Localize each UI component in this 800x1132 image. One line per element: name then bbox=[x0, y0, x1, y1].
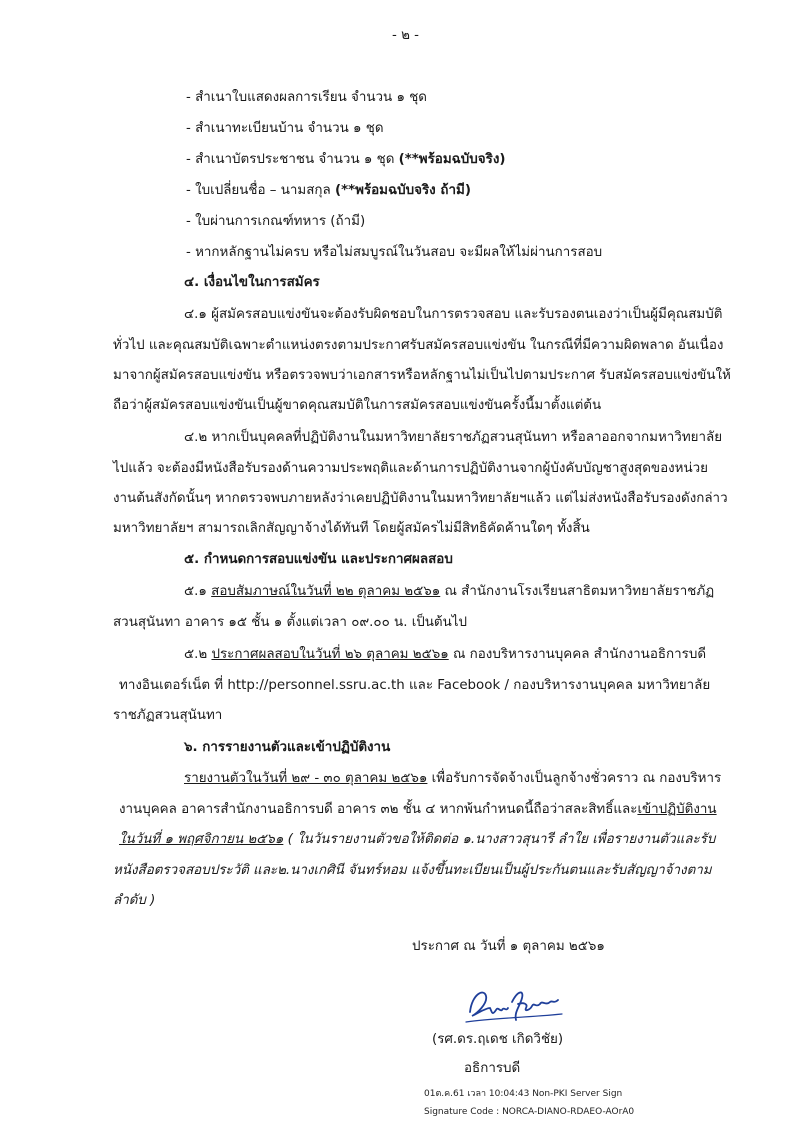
section-4-2-line-3: งานต้นสังกัดนั้นๆ หากตรวจพบภายหลังว่าเคยปฏิบัติงานในมหาวิทยาลัยฯแล้ว แต่ไม่ส่งหนังสือรับรองดังกล่าว bbox=[113, 491, 728, 506]
section-5-1-line-2: สวนสุนันทา อาคาร ๑๕ ชั้น ๑ ตั้งแต่เวลา ๐๙.๐๐ น. เป็นต้นไป bbox=[113, 615, 468, 630]
section-6-line-2: งานบุคคล อาคารสำนักงานอธิการบดี อาคาร ๓๒ ชั้น ๔ หากพ้นกำหนดนี้ถือว่าสละสิทธิ์และเข้าปฏิบัติงาน bbox=[119, 802, 717, 817]
section-4-1-line-3: มาจากผู้สมัครสอบแข่งขัน หรือตรวจพบว่าเอกสารหรือหลักฐานไม่เป็นไปตามประกาศ รับสมัครสอบแข่งขันให้ bbox=[113, 368, 731, 383]
doc-item-id-card: - สำเนาบัตรประชาชน จำนวน ๑ ชุด (**พร้อมฉบับจริง) bbox=[186, 152, 506, 167]
signature-image bbox=[462, 982, 572, 1034]
section-4-2-line-4: มหาวิทยาลัยฯ สามารถเลิกสัญญาจ้างได้ทันที โดยผู้สมัครไม่มีสิทธิคัดค้านใดๆ ทั้งสิ้น bbox=[113, 521, 590, 536]
section-4-1-line-1: ๔.๑ ผู้สมัครสอบแข่งขันจะต้องรับผิดชอบในการตรวจสอบ และรับรองตนเองว่าเป็นผู้มีคุณสมบัติ bbox=[184, 307, 723, 322]
server-sign-footer: 01ต.ค.61 เวลา 10:04:43 Non-PKI Server Sign bbox=[424, 1089, 623, 1099]
doc-item-name-change: - ใบเปลี่ยนชื่อ – นามสกุล (**พร้อมฉบับจริง ถ้ามี) bbox=[186, 183, 471, 198]
section-4-1-line-2: ทั่วไป และคุณสมบัติเฉพาะตำแหน่งตรงตามประกาศรับสมัครสอบแข่งขัน ในกรณีที่มีความผิดพลาด อันเนื่อง bbox=[113, 338, 724, 353]
section-4-2-line-1: ๔.๒ หากเป็นบุคคลที่ปฏิบัติงานในมหาวิทยาลัยราชภัฏสวนสุนันทา หรือลาออกจากมหาวิทยาลัย bbox=[184, 430, 723, 445]
doc-item-transcript: - สำเนาใบแสดงผลการเรียน จำนวน ๑ ชุด bbox=[186, 90, 427, 105]
doc-item-military: - ใบผ่านการเกณฑ์ทหาร (ถ้ามี) bbox=[186, 214, 366, 229]
signature-icon bbox=[462, 982, 572, 1030]
section-6-line-3: ในวันที่ ๑ พฤศจิกายน ๒๕๖๑ ( ในวันรายงานตัวขอให้ติดต่อ ๑.นางสาวสุนารี ลำใย เพื่อรายงานตัวและรับ bbox=[119, 832, 716, 847]
section-4-1-line-4: ถือว่าผู้สมัครสอบแข่งขันเป็นผู้ขาดคุณสมบัติในการสมัครสอบแข่งขันครั้งนี้มาตั้งแต่ต้น bbox=[113, 398, 602, 413]
section-5-1-line-1: ๕.๑ สอบสัมภาษณ์ในวันที่ ๒๒ ตุลาคม ๒๕๖๑ ณ สำนักงานโรงเรียนสาธิตมหาวิทยาลัยราชภัฏ bbox=[184, 584, 715, 599]
page-number: - ๒ - bbox=[392, 28, 420, 43]
signature-code-footer: Signature Code : NORCA-DIANO-RDAEO-AOrA0 bbox=[424, 1107, 635, 1117]
section-5-heading: ๕. กำหนดการสอบแข่งขัน และประกาศผลสอบ bbox=[184, 552, 453, 567]
section-4-heading: ๔. เงื่อนไขในการสมัคร bbox=[184, 275, 320, 290]
section-5-2-line-1: ๕.๒ ประกาศผลสอบในวันที่ ๒๖ ตุลาคม ๒๕๖๑ ณ กองบริหารงานบุคคล สำนักงานอธิการบดี bbox=[184, 647, 707, 662]
section-5-2-line-3: ราชภัฏสวนสุนันทา bbox=[113, 708, 223, 723]
section-6-line-4: หนังสือตรวจสอบประวัติ และ๒.นางเกศินี จันทร์หอม แจ้งขึ้นทะเบียนเป็นผู้ประกันตนและรับสัญญาจ้างตาม bbox=[113, 863, 712, 878]
announce-date: ประกาศ ณ วันที่ ๑ ตุลาคม ๒๕๖๑ bbox=[412, 939, 605, 954]
signer-name: (รศ.ดร.ฤเดช เกิดวิชัย) bbox=[432, 1032, 564, 1047]
section-5-2-line-2: ทางอินเตอร์เน็ต ที่ http://personnel.ssru.ac.th และ Facebook / กองบริหารงานบุคคล มหาวิทยาลัย bbox=[119, 678, 711, 693]
doc-item-warning: - หากหลักฐานไม่ครบ หรือไม่สมบูรณ์ในวันสอบ จะมีผลให้ไม่ผ่านการสอบ bbox=[186, 245, 603, 260]
section-6-line-1: รายงานตัวในวันที่ ๒๙ - ๓๐ ตุลาคม ๒๕๖๑ เพื่อรับการจัดจ้างเป็นลูกจ้างชั่วคราว ณ กองบริหาร bbox=[184, 771, 722, 786]
section-6-heading: ๖. การรายงานตัวและเข้าปฏิบัติงาน bbox=[184, 740, 391, 755]
section-4-2-line-2: ไปแล้ว จะต้องมีหนังสือรับรองด้านความประพฤติและด้านการปฏิบัติงานจากผู้บังคับบัญชาสูงสุดของหน่วย bbox=[113, 461, 709, 476]
section-6-line-5: ลำดับ ) bbox=[113, 893, 156, 908]
doc-item-house-registration: - สำเนาทะเบียนบ้าน จำนวน ๑ ชุด bbox=[186, 121, 384, 136]
signer-position: อธิการบดี bbox=[464, 1061, 521, 1076]
